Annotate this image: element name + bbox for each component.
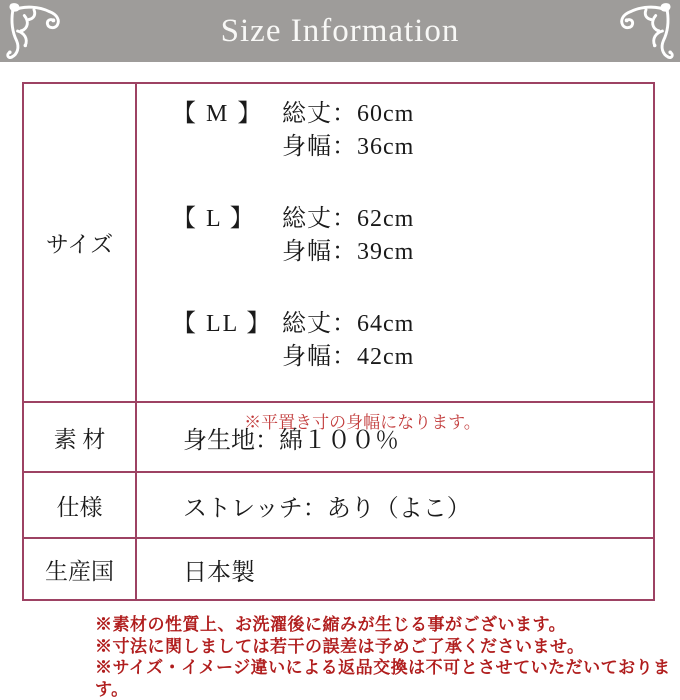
country-value: 日本製 [183,559,255,586]
table-row-size [24,84,653,432]
size-measurements-cell [137,84,653,432]
row-label-size: サイズ [24,84,137,401]
size-group-m [172,98,653,164]
row-label-country: 生産国 [24,539,137,599]
size-m-total-length: 総丈：60cm [282,101,415,127]
size-group-ll [172,308,653,374]
row-label-material: 素 材 [24,403,137,471]
size-ll-label: 【 LL 】 [172,311,273,337]
header-banner [0,0,680,62]
size-l-label: 【 L 】 [172,206,256,232]
size-m-label: 【 M 】 [172,101,264,127]
row-label-spec: 仕様 [24,473,137,537]
size-ll-body-width: 身幅：42cm [282,344,415,370]
table-row-material [24,401,653,471]
size-l-total-length: 総丈：62cm [282,206,415,232]
size-ll-total-length: 総丈：64cm [282,311,415,337]
size-table [22,82,655,601]
floral-flourish-icon [5,2,63,60]
table-row-country [24,537,653,599]
size-l-body-width: 身幅：39cm [282,239,415,265]
floral-flourish-icon [617,2,675,60]
table-row-spec [24,471,653,537]
size-group-l [172,203,653,269]
material-value: 身生地：綿１００％ [183,427,399,454]
page-title: Size Information [220,12,460,49]
spec-value: ストレッチ：あり（よこ） [183,495,471,522]
footnote-shrinkage: ※素材の性質上、お洗濯後に縮みが生じる事がございます。 [95,615,567,634]
footnote-measurement-error: ※寸法に関しましては若干の誤差は予めご了承くださいませ。 [95,636,585,656]
size-m-body-width: 身幅：36cm [282,134,415,160]
footnote-no-returns: ※サイズ・イメージ違いによる返品交換は不可とさせていただいております。 [95,658,671,699]
flat-measurement-note: ※平置き寸の身幅になります。 [244,413,481,432]
footnotes [95,614,680,700]
